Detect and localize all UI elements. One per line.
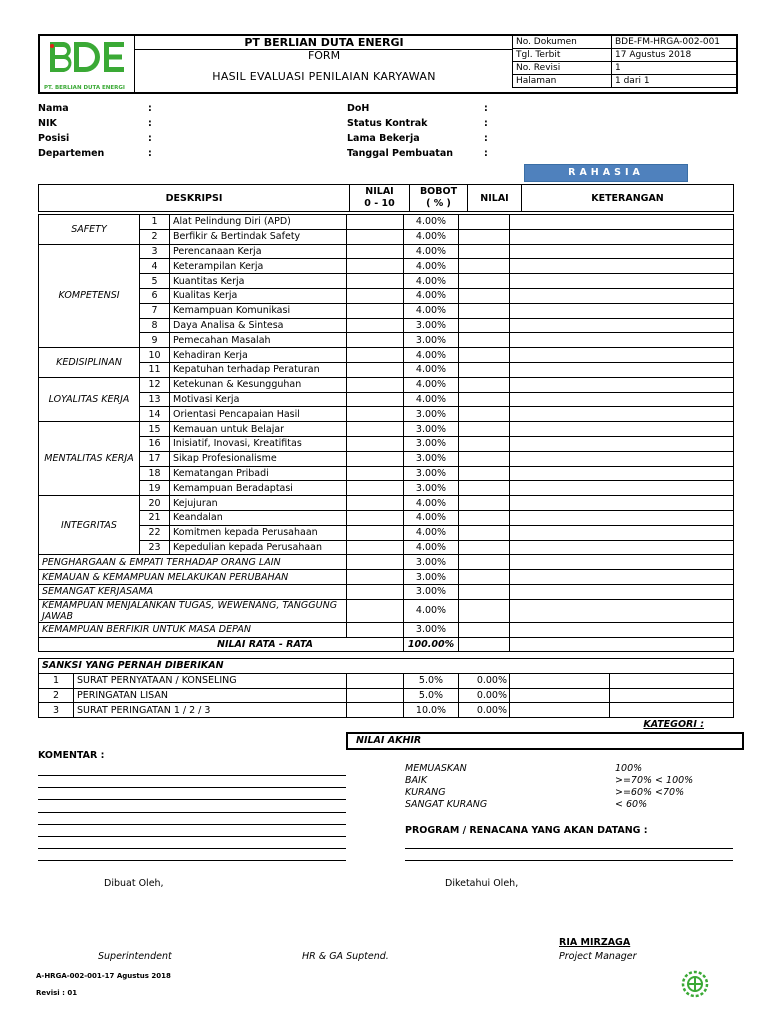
nilai-input-cell[interactable]	[347, 377, 404, 392]
diketahui-oleh: Diketahui Oleh,	[445, 878, 519, 889]
item-label: Pemecahan Masalah	[170, 333, 347, 348]
info-row: Tgl. Terbit 17 Agustus 2018	[513, 49, 737, 62]
keterangan-cell[interactable]	[510, 333, 734, 348]
sanksi-number: 1	[39, 673, 74, 688]
bobot-cell: 3.00%	[404, 584, 459, 599]
nilai-result-cell	[459, 362, 510, 377]
nilai-result-cell	[459, 318, 510, 333]
evaluation-row	[39, 525, 734, 540]
item-label: Kepedulian kepada Perusahaan	[170, 540, 347, 555]
keterangan-cell[interactable]	[510, 525, 734, 540]
keterangan-cell[interactable]	[510, 496, 734, 511]
row-number: 4	[140, 259, 170, 274]
company-name: PT BERLIAN DUTA ENERGI	[135, 36, 513, 50]
sanksi-nilai: 0.00%	[459, 673, 510, 688]
item-label: Kualitas Kerja	[170, 288, 347, 303]
evaluation-extra-row	[39, 599, 734, 622]
evaluation-row	[39, 481, 734, 496]
nilai-result-cell	[459, 303, 510, 318]
keterangan-cell[interactable]	[510, 510, 734, 525]
bobot-cell: 4.00%	[404, 244, 459, 259]
keterangan-cell[interactable]	[510, 584, 734, 599]
nilai-result-cell	[459, 288, 510, 303]
rata-nilai-cell	[459, 637, 510, 652]
evaluation-row	[39, 318, 734, 333]
sanksi-row	[39, 688, 734, 703]
nilai-input-cell[interactable]	[347, 259, 404, 274]
sanksi-row	[39, 703, 734, 718]
bobot-cell: 4.00%	[404, 510, 459, 525]
nilai-input-cell[interactable]	[347, 303, 404, 318]
nilai-input-cell[interactable]	[347, 244, 404, 259]
bobot-cell: 4.00%	[404, 303, 459, 318]
sanksi-item: SURAT PERNYATAAN / KONSELING	[74, 673, 347, 688]
nilai-input-cell[interactable]	[347, 525, 404, 540]
legend-row: SANGAT KURANG < 60%	[405, 799, 648, 810]
sanksi-cell[interactable]	[610, 688, 734, 703]
nilai-result-cell	[459, 377, 510, 392]
row-number: 19	[140, 481, 170, 496]
bobot-cell: 3.00%	[404, 555, 459, 570]
evaluation-extra-row	[39, 555, 734, 570]
evaluation-row	[39, 436, 734, 451]
bobot-cell: 3.00%	[404, 436, 459, 451]
signer-pm-title: Project Manager	[559, 951, 637, 962]
bobot-cell: 3.00%	[404, 318, 459, 333]
item-label: Motivasi Kerja	[170, 392, 347, 407]
row-number: 8	[140, 318, 170, 333]
bobot-cell: 3.00%	[404, 466, 459, 481]
row-number: 20	[140, 496, 170, 511]
signer-superintendent: Superintendent	[98, 951, 172, 962]
bobot-cell: 4.00%	[404, 392, 459, 407]
nilai-result-cell	[459, 229, 510, 244]
nilai-result-cell	[459, 259, 510, 274]
nilai-input-cell[interactable]	[347, 333, 404, 348]
bobot-cell: 4.00%	[404, 540, 459, 555]
nilai-result-cell	[459, 496, 510, 511]
item-label: Kemampuan Beradaptasi	[170, 481, 347, 496]
nilai-input-cell[interactable]	[347, 229, 404, 244]
item-label: Keterampilan Kerja	[170, 259, 347, 274]
nilai-input-cell[interactable]	[347, 496, 404, 511]
nilai-result-cell	[459, 244, 510, 259]
nilai-akhir-label: NILAI AKHIR	[356, 735, 422, 746]
bobot-cell: 4.00%	[404, 525, 459, 540]
evaluation-row	[39, 451, 734, 466]
nilai-input-cell[interactable]	[347, 274, 404, 289]
nilai-result-cell	[459, 274, 510, 289]
footer-revision: Revisi : 01	[36, 989, 78, 997]
info-row: No. Revisi 1	[513, 62, 737, 75]
company-logo	[44, 38, 132, 90]
evaluation-row	[39, 407, 734, 422]
keterangan-cell[interactable]	[510, 422, 734, 437]
legend-row: BAIK >=70% < 100%	[405, 775, 694, 786]
bobot-cell: 4.00%	[404, 259, 459, 274]
bobot-cell: 4.00%	[404, 377, 459, 392]
evaluation-row	[39, 540, 734, 555]
sanksi-cell[interactable]	[610, 703, 734, 718]
nilai-input-cell[interactable]	[347, 466, 404, 481]
document-header	[38, 34, 738, 94]
sanksi-cell[interactable]	[510, 703, 610, 718]
nilai-result-cell	[459, 407, 510, 422]
category-cell: MENTALITAS KERJA	[39, 422, 140, 496]
sanksi-nilai: 0.00%	[459, 703, 510, 718]
row-number: 2	[140, 229, 170, 244]
nilai-result-cell	[459, 540, 510, 555]
nilai-input-cell[interactable]	[347, 362, 404, 377]
identity-left	[38, 101, 238, 161]
keterangan-cell[interactable]	[510, 348, 734, 363]
nilai-result-cell	[459, 215, 510, 230]
row-number: 3	[140, 244, 170, 259]
evaluation-row	[39, 466, 734, 481]
evaluation-row	[39, 333, 734, 348]
row-number: 17	[140, 451, 170, 466]
row-number: 14	[140, 407, 170, 422]
nilai-result-cell	[459, 333, 510, 348]
row-number: 21	[140, 510, 170, 525]
sanksi-nilai: 0.00%	[459, 688, 510, 703]
evaluation-extra-row	[39, 570, 734, 585]
item-label: Kejujuran	[170, 496, 347, 511]
extra-item-label: KEMAMPUAN BERFIKIR UNTUK MASA DEPAN	[39, 622, 347, 637]
keterangan-cell[interactable]	[510, 392, 734, 407]
rata-keterangan-cell	[510, 637, 734, 652]
nilai-input-cell[interactable]	[347, 392, 404, 407]
rahasia-badge: RAHASIA	[524, 164, 688, 182]
nilai-input-cell[interactable]	[347, 540, 404, 555]
item-label: Orientasi Pencapaian Hasil	[170, 407, 347, 422]
category-cell: LOYALITAS KERJA	[39, 377, 140, 421]
field-lama-bekerja: Lama Bekerja :	[347, 133, 488, 144]
row-number: 23	[140, 540, 170, 555]
rata-rata-row	[39, 637, 734, 652]
item-label: Kehadiran Kerja	[170, 348, 347, 363]
evaluation-row	[39, 377, 734, 392]
program-label: PROGRAM / RENACANA YANG AKAN DATANG :	[405, 825, 648, 836]
bobot-cell: 4.00%	[404, 362, 459, 377]
dibuat-oleh: Dibuat Oleh,	[104, 878, 164, 889]
item-label: Kemampuan Komunikasi	[170, 303, 347, 318]
nilai-input-cell[interactable]	[347, 215, 404, 230]
field-status-kontrak: Status Kontrak :	[347, 118, 488, 129]
item-label: Berfikir & Bertindak Safety	[170, 229, 347, 244]
nilai-input-cell[interactable]	[347, 622, 404, 637]
bobot-cell: 4.00%	[404, 496, 459, 511]
keterangan-cell[interactable]	[510, 303, 734, 318]
bobot-cell: 4.00%	[404, 599, 459, 622]
bobot-cell: 4.00%	[404, 348, 459, 363]
row-number: 9	[140, 333, 170, 348]
bobot-cell: 3.00%	[404, 422, 459, 437]
nilai-input-cell[interactable]	[347, 348, 404, 363]
extra-item-label: KEMAUAN & KEMAMPUAN MELAKUKAN PERUBAHAN	[39, 570, 347, 585]
nilai-input-cell[interactable]	[347, 288, 404, 303]
keterangan-cell[interactable]	[510, 622, 734, 637]
extra-item-label: PENGHARGAAN & EMPATI TERHADAP ORANG LAIN	[39, 555, 347, 570]
evaluation-row	[39, 422, 734, 437]
nilai-akhir-box	[346, 732, 744, 750]
legend-row: KURANG >=60% <70%	[405, 787, 685, 798]
sanksi-row	[39, 673, 734, 688]
bobot-cell: 3.00%	[404, 622, 459, 637]
nilai-result-cell	[459, 622, 510, 637]
row-number: 12	[140, 377, 170, 392]
sanksi-percent: 10.0%	[404, 703, 459, 718]
keterangan-cell[interactable]	[510, 481, 734, 496]
item-label: Kematangan Pribadi	[170, 466, 347, 481]
row-number: 1	[140, 215, 170, 230]
keterangan-cell[interactable]	[510, 274, 734, 289]
nilai-input-cell[interactable]	[347, 407, 404, 422]
item-label: Kepatuhan terhadap Peraturan	[170, 362, 347, 377]
sanksi-item: SURAT PERINGATAN 1 / 2 / 3	[74, 703, 347, 718]
extra-item-label: SEMANGAT KERJASAMA	[39, 584, 347, 599]
extra-item-label: KEMAMPUAN MENJALANKAN TUGAS, WEWENANG, TANGGUNG JAWAB	[39, 599, 347, 622]
keterangan-cell[interactable]	[510, 555, 734, 570]
evaluation-row	[39, 244, 734, 259]
kategori-legend	[405, 763, 705, 811]
category-cell: INTEGRITAS	[39, 496, 140, 555]
pm-name: RIA MIRZAGA	[559, 937, 631, 948]
evaluation-row	[39, 362, 734, 377]
rata-rata-label: NILAI RATA - RATA	[39, 637, 404, 652]
evaluation-row	[39, 288, 734, 303]
item-label: Inisiatif, Inovasi, Kreatifitas	[170, 436, 347, 451]
nilai-result-cell	[459, 392, 510, 407]
form-title: HASIL EVALUASI PENILAIAN KARYAWAN	[212, 70, 436, 83]
nilai-result-cell	[459, 422, 510, 437]
keterangan-cell[interactable]	[510, 599, 734, 622]
nilai-input-cell[interactable]	[347, 318, 404, 333]
evaluation-row	[39, 259, 734, 274]
sanksi-input-cell[interactable]	[347, 673, 404, 688]
row-number: 18	[140, 466, 170, 481]
field-doh: DoH :	[347, 103, 488, 114]
sanksi-number: 3	[39, 703, 74, 718]
evaluation-row	[39, 229, 734, 244]
bobot-cell: 4.00%	[404, 288, 459, 303]
nilai-input-cell[interactable]	[347, 510, 404, 525]
identity-right	[347, 101, 547, 161]
info-row: No. Dokumen BDE-FM-HRGA-002-001	[513, 36, 737, 49]
keterangan-cell[interactable]	[510, 215, 734, 230]
field-departemen: Departemen :	[38, 148, 152, 159]
nilai-result-cell	[459, 584, 510, 599]
evaluation-row	[39, 392, 734, 407]
category-cell: SAFETY	[39, 215, 140, 245]
sanksi-input-cell[interactable]	[347, 688, 404, 703]
evaluation-row	[39, 348, 734, 363]
legend-row: MEMUASKAN 100%	[405, 763, 643, 774]
item-label: Komitmen kepada Perusahaan	[170, 525, 347, 540]
item-label: Keandalan	[170, 510, 347, 525]
row-number: 10	[140, 348, 170, 363]
rata-rata-total: 100.00%	[404, 637, 459, 652]
item-label: Sikap Profesionalisme	[170, 451, 347, 466]
evaluation-row	[39, 496, 734, 511]
footer-doc-code: A-HRGA-002-001-17 Agustus 2018	[36, 972, 171, 980]
evaluation-row	[39, 215, 734, 230]
keterangan-cell[interactable]	[510, 288, 734, 303]
sanksi-number: 2	[39, 688, 74, 703]
nilai-input-cell[interactable]	[347, 599, 404, 622]
item-label: Perencanaan Kerja	[170, 244, 347, 259]
sanksi-cell[interactable]	[510, 673, 610, 688]
nilai-result-cell	[459, 510, 510, 525]
certification-icon	[681, 970, 709, 998]
item-label: Alat Pelindung Diri (APD)	[170, 215, 347, 230]
evaluation-extra-row	[39, 584, 734, 599]
nilai-input-cell[interactable]	[347, 570, 404, 585]
field-posisi: Posisi :	[38, 133, 152, 144]
row-number: 16	[140, 436, 170, 451]
bobot-cell: 3.00%	[404, 333, 459, 348]
row-number: 11	[140, 362, 170, 377]
item-label: Daya Analisa & Sintesa	[170, 318, 347, 333]
row-number: 22	[140, 525, 170, 540]
nilai-result-cell	[459, 466, 510, 481]
field-tanggal-pembuatan: Tanggal Pembuatan :	[347, 148, 488, 159]
sanksi-item: PERINGATAN LISAN	[74, 688, 347, 703]
evaluation-row	[39, 274, 734, 289]
nilai-input-cell[interactable]	[347, 422, 404, 437]
sanksi-percent: 5.0%	[404, 688, 459, 703]
keterangan-cell[interactable]	[510, 466, 734, 481]
bobot-cell: 4.00%	[404, 274, 459, 289]
keterangan-cell[interactable]	[510, 362, 734, 377]
logo-caption: PT. BERLIAN DUTA ENERGI	[44, 85, 125, 91]
bobot-cell: 3.00%	[404, 481, 459, 496]
bobot-cell: 4.00%	[404, 229, 459, 244]
row-number: 15	[140, 422, 170, 437]
keterangan-cell[interactable]	[510, 229, 734, 244]
row-number: 6	[140, 288, 170, 303]
nilai-result-cell	[459, 451, 510, 466]
nilai-input-cell[interactable]	[347, 555, 404, 570]
bde-logo-icon	[44, 38, 130, 80]
evaluation-row	[39, 510, 734, 525]
keterangan-cell[interactable]	[510, 318, 734, 333]
keterangan-cell[interactable]	[510, 407, 734, 422]
row-number: 7	[140, 303, 170, 318]
form-label: FORM	[307, 49, 341, 62]
sanksi-title-row: SANKSI YANG PERNAH DIBERIKAN	[39, 659, 734, 674]
sanksi-cell[interactable]	[510, 688, 610, 703]
nilai-result-cell	[459, 570, 510, 585]
nilai-result-cell	[459, 525, 510, 540]
nilai-result-cell	[459, 481, 510, 496]
signer-hrga: HR & GA Suptend.	[302, 951, 389, 962]
bobot-cell: 3.00%	[404, 407, 459, 422]
document-info-table	[512, 35, 737, 88]
field-nama: Nama :	[38, 103, 152, 114]
kategori-label: KATEGORI :	[643, 719, 704, 730]
info-row: Halaman 1 dari 1	[513, 75, 737, 88]
sanksi-input-cell[interactable]	[347, 703, 404, 718]
field-nik: NIK :	[38, 118, 152, 129]
keterangan-cell[interactable]	[510, 259, 734, 274]
keterangan-cell[interactable]	[510, 436, 734, 451]
nilai-result-cell	[459, 348, 510, 363]
nilai-result-cell	[459, 555, 510, 570]
bobot-cell: 4.00%	[404, 215, 459, 230]
category-cell: KEDISIPLINAN	[39, 348, 140, 378]
nilai-input-cell[interactable]	[347, 451, 404, 466]
keterangan-cell[interactable]	[510, 244, 734, 259]
evaluation-table	[38, 214, 734, 652]
row-number: 13	[140, 392, 170, 407]
nilai-result-cell	[459, 436, 510, 451]
category-cell: KOMPETENSI	[39, 244, 140, 348]
bobot-cell: 3.00%	[404, 451, 459, 466]
nilai-result-cell	[459, 599, 510, 622]
nilai-input-cell[interactable]	[347, 481, 404, 496]
keterangan-cell[interactable]	[510, 540, 734, 555]
row-number: 5	[140, 274, 170, 289]
sanksi-percent: 5.0%	[404, 673, 459, 688]
komentar-label: KOMENTAR :	[38, 750, 105, 761]
keterangan-cell[interactable]	[510, 451, 734, 466]
item-label: Kuantitas Kerja	[170, 274, 347, 289]
nilai-input-cell[interactable]	[347, 584, 404, 599]
keterangan-cell[interactable]	[510, 570, 734, 585]
item-label: Ketekunan & Kesungguhan	[170, 377, 347, 392]
evaluation-extra-row	[39, 622, 734, 637]
nilai-input-cell[interactable]	[347, 436, 404, 451]
evaluation-row	[39, 303, 734, 318]
item-label: Kemauan untuk Belajar	[170, 422, 347, 437]
keterangan-cell[interactable]	[510, 377, 734, 392]
sanksi-cell[interactable]	[610, 673, 734, 688]
bobot-cell: 3.00%	[404, 570, 459, 585]
sanksi-table	[38, 658, 734, 718]
evaluation-table-header: DESKRIPSI NILAI 0 - 10 BOBOT ( % ) NILAI KETERANGAN	[38, 184, 734, 212]
